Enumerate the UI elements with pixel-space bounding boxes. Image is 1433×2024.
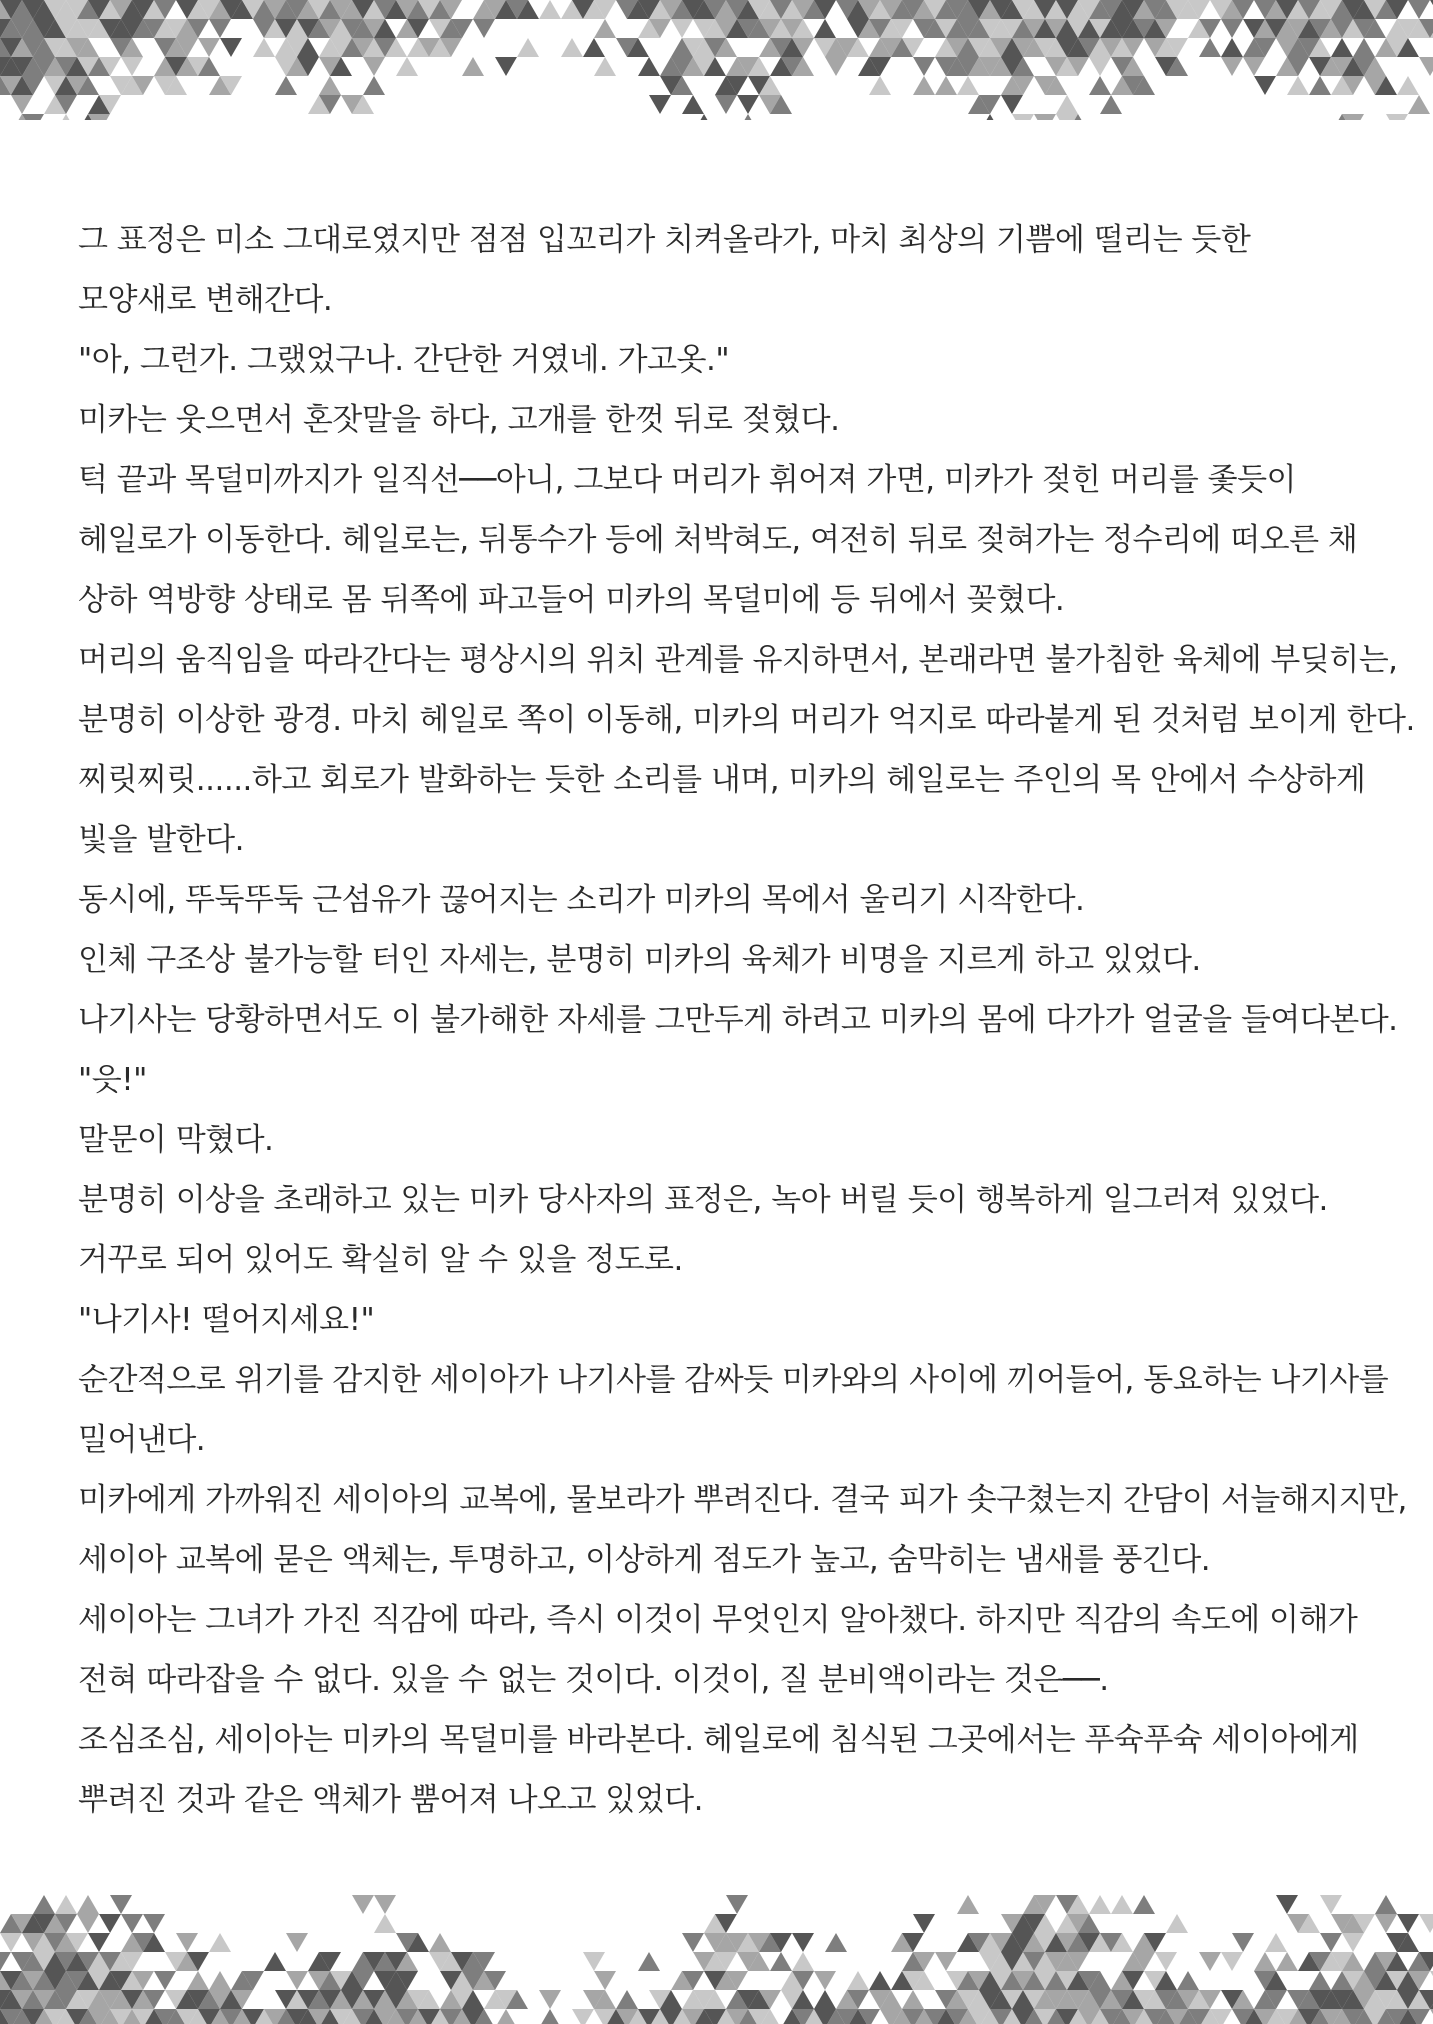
document-body	[78, 210, 1415, 1830]
text-line: 찌릿찌릿......하고 회로가 발화하는 듯한 소리를 내며, 미카의 헤일로는 주인의 목 안에서 수상하게	[78, 762, 1366, 798]
border-triangle	[22, 114, 44, 120]
text-line: 인체 구조상 불가능할 터인 자세는, 분명히 미카의 육체가 비명을 지르게 하고 있었다.	[78, 942, 1201, 978]
border-triangle	[1309, 76, 1331, 95]
border-triangle	[935, 1952, 957, 1971]
border-triangle	[110, 1895, 132, 1914]
border-triangle	[814, 1990, 836, 2009]
border-triangle	[913, 1914, 935, 1933]
border-triangle	[594, 57, 616, 76]
border-triangle	[1397, 76, 1419, 95]
border-triangle	[1419, 1914, 1433, 1933]
border-triangle	[935, 76, 957, 95]
border-triangle	[638, 1952, 660, 1971]
border-triangle	[121, 57, 143, 76]
border-triangle	[363, 76, 385, 95]
border-triangle	[616, 1990, 638, 2009]
border-triangle	[539, 2009, 561, 2024]
border-triangle	[671, 19, 693, 38]
text-line: 세이아 교복에 묻은 액체는, 투명하고, 이상하게 점도가 높고, 숨막히는 냄새를 풍긴다.	[78, 1542, 1211, 1578]
border-triangle	[1232, 1933, 1254, 1952]
text-line: 전혀 따라잡을 수 없다. 있을 수 없는 것이다. 이것이, 질 분비액이라는 것은──.	[78, 1662, 1109, 1698]
border-triangle	[0, 1952, 11, 1971]
text-line: 나기사는 당황하면서도 이 불가해한 자세를 그만두게 하려고 미카의 몸에 다가가 얼굴을 들여다본다.	[78, 1002, 1398, 1038]
border-triangle	[1287, 76, 1309, 95]
border-triangle	[1199, 1952, 1221, 1971]
border-triangle	[1012, 114, 1034, 120]
border-triangle	[583, 1952, 605, 1971]
border-triangle	[495, 57, 517, 76]
border-triangle	[1309, 1971, 1331, 1990]
border-triangle	[374, 1895, 396, 1914]
text-line: 세이아는 그녀가 가진 직감에 따라, 즉시 이것이 무엇인지 알아챘다. 하지만 직감의 속도에 이해가	[78, 1602, 1358, 1638]
text-line: 분명히 이상을 초래하고 있는 미카 당사자의 표정은, 녹아 버릴 듯이 행복하게 일그러져 있었다.	[78, 1182, 1328, 1218]
border-triangle	[814, 19, 836, 38]
border-triangle	[770, 1952, 792, 1971]
border-triangle	[1397, 1914, 1419, 1933]
border-triangle	[1419, 57, 1433, 76]
text-line: 뿌려진 것과 같은 액체가 뿜어져 나오고 있었다.	[78, 1782, 703, 1818]
border-triangle	[0, 1933, 22, 1952]
border-triangle	[1265, 1933, 1287, 1952]
border-triangle	[1056, 114, 1078, 120]
text-line: 거꾸로 되어 있어도 확실히 알 수 있을 정도로.	[78, 1242, 683, 1278]
border-triangle	[1254, 1952, 1276, 1971]
border-triangle	[121, 1914, 143, 1933]
border-triangle	[649, 95, 671, 114]
border-triangle	[99, 1914, 121, 1933]
border-triangle	[176, 1933, 198, 1952]
border-triangle	[715, 95, 737, 114]
border-triangle	[1177, 1971, 1199, 1990]
border-triangle	[77, 1914, 99, 1933]
border-triangle	[55, 114, 77, 120]
border-triangle	[1342, 1933, 1364, 1952]
border-triangle	[682, 95, 704, 114]
text-line: "아, 그런가. 그랬었구나. 간단한 거였네. 가고옷."	[78, 342, 730, 378]
border-triangle	[154, 1971, 176, 1990]
border-triangle	[1166, 1914, 1188, 1933]
border-triangle	[275, 76, 297, 95]
text-line: 밀어낸다.	[78, 1422, 206, 1458]
border-triangle	[77, 1895, 99, 1914]
border-triangle	[1199, 38, 1221, 57]
border-triangle	[913, 57, 935, 76]
border-triangle	[825, 57, 847, 76]
border-triangle	[638, 57, 660, 76]
border-triangle	[792, 1933, 814, 1952]
border-triangle	[957, 1895, 979, 1914]
border-triangle	[517, 38, 539, 57]
text-line: 순간적으로 위기를 감지한 세이아가 나기사를 감싸듯 미카와의 사이에 끼어들어, 동요하는 나기사를	[78, 1362, 1389, 1398]
border-triangle	[1034, 114, 1056, 120]
border-triangle	[319, 76, 341, 95]
text-line: 모양새로 변해간다.	[78, 282, 333, 318]
border-triangle	[33, 1895, 55, 1914]
border-triangle	[693, 114, 715, 120]
border-triangle	[539, 1990, 561, 2009]
border-triangle	[1111, 1895, 1133, 1914]
text-line: 동시에, 뚜둑뚜둑 근섬유가 끊어지는 소리가 미카의 목에서 울리기 시작한다.	[78, 882, 1085, 918]
border-triangle	[957, 76, 979, 95]
border-triangle	[1221, 38, 1243, 57]
border-triangle	[869, 76, 891, 95]
border-triangle	[1221, 57, 1243, 76]
text-line: 턱 끝과 목덜미까지가 일직선──아니, 그보다 머리가 휘어져 가면, 미카가 젖힌 머리를 좇듯이	[78, 462, 1296, 498]
border-triangle	[209, 19, 231, 38]
border-triangle	[572, 2009, 594, 2024]
border-triangle	[429, 1933, 451, 1952]
text-line: 말문이 막혔다.	[78, 1122, 274, 1158]
border-triangle	[1089, 76, 1111, 95]
border-triangle	[1408, 0, 1430, 19]
text-line: 헤일로가 이동한다. 헤일로는, 뒤통수가 등에 처박혀도, 여전히 뒤로 젖혀가는 정수리에 떠오른 채	[78, 522, 1358, 558]
border-triangle	[1375, 1895, 1397, 1914]
border-triangle	[594, 19, 616, 38]
border-triangle	[495, 2009, 517, 2024]
text-line: 빛을 발한다.	[78, 822, 244, 858]
border-triangle	[1221, 1952, 1243, 1971]
border-triangle	[286, 1933, 308, 1952]
border-triangle	[11, 95, 33, 114]
border-triangle	[462, 57, 484, 76]
border-triangle	[737, 95, 759, 114]
border-triangle	[143, 1914, 165, 1933]
border-triangle	[1342, 114, 1364, 120]
border-triangle	[869, 1971, 891, 1990]
border-triangle	[594, 1971, 616, 1990]
border-triangle	[913, 76, 935, 95]
border-triangle	[814, 1971, 836, 1990]
border-triangle	[88, 1933, 110, 1952]
bottom-triangle-border	[0, 1895, 1433, 2024]
border-triangle	[1089, 1895, 1111, 1914]
border-triangle	[1276, 1895, 1298, 1914]
border-triangle	[583, 38, 605, 57]
border-triangle	[1320, 1895, 1342, 1914]
text-line: 머리의 움직임을 따라간다는 평상시의 위치 관계를 유지하면서, 본래라면 불가침한 육체에 부딪히는,	[78, 642, 1398, 678]
top-triangle-border	[0, 0, 1433, 120]
text-line: 조심조심, 세이아는 미카의 목덜미를 바라본다. 헤일로에 침식된 그곳에서는 푸슉푸슉 세이아에게	[78, 1722, 1359, 1758]
border-triangle	[220, 38, 242, 57]
border-triangle	[352, 1895, 374, 1914]
border-triangle	[979, 114, 1001, 120]
border-triangle	[825, 1933, 847, 1952]
border-triangle	[1353, 38, 1375, 57]
border-triangle	[1056, 95, 1078, 114]
border-triangle	[209, 1971, 231, 1990]
text-line: 미카는 웃으면서 혼잣말을 하다, 고개를 한껏 뒤로 젖혔다.	[78, 402, 840, 438]
border-triangle	[1243, 57, 1265, 76]
border-triangle	[253, 38, 275, 57]
text-line: 상하 역방향 상태로 몸 뒤쪽에 파고들어 미카의 목덜미에 등 뒤에서 꽂혔다.	[78, 582, 1065, 618]
border-triangle	[902, 1990, 924, 2009]
border-triangle	[1155, 1952, 1177, 1971]
border-triangle	[88, 114, 110, 120]
border-triangle	[1100, 95, 1122, 114]
border-triangle	[726, 1895, 748, 1914]
border-triangle	[1001, 95, 1023, 114]
border-triangle	[1408, 95, 1430, 114]
border-triangle	[264, 1952, 286, 1971]
border-triangle	[737, 114, 759, 120]
border-triangle	[55, 1895, 77, 1914]
border-triangle	[561, 38, 583, 57]
border-triangle	[1386, 114, 1408, 120]
border-triangle	[682, 1933, 704, 1952]
text-line: 미카에게 가까워진 세이아의 교복에, 물보라가 뿌려진다. 결국 피가 솟구쳤는지 간담이 서늘해지지만,	[78, 1482, 1407, 1518]
border-triangle	[396, 57, 418, 76]
text-line: "나기사! 떨어지세요!"	[78, 1302, 375, 1338]
border-triangle	[363, 57, 385, 76]
border-triangle	[198, 38, 220, 57]
border-triangle	[847, 1971, 869, 1990]
text-line: 분명히 이상한 광경. 마치 헤일로 쪽이 이동해, 미카의 머리가 억지로 따라붙게 된 것처럼 보이게 한다.	[78, 702, 1415, 738]
text-line: 그 표정은 미소 그대로였지만 점점 입꼬리가 치켜올라가, 마치 최상의 기쁨에 떨리는 듯한	[78, 222, 1251, 258]
border-triangle	[1221, 19, 1243, 38]
border-triangle	[539, 0, 561, 19]
border-triangle	[187, 1971, 209, 1990]
border-triangle	[209, 1933, 231, 1952]
border-triangle	[1375, 1914, 1397, 1933]
border-triangle	[1331, 38, 1353, 57]
border-triangle	[374, 1914, 396, 1933]
border-triangle	[1320, 1933, 1342, 1952]
border-triangle	[1276, 1952, 1298, 1971]
border-triangle	[1133, 1895, 1155, 1914]
border-triangle	[286, 1971, 308, 1990]
border-triangle	[1089, 57, 1111, 76]
text-line: "읏!"	[78, 1062, 147, 1098]
border-triangle	[473, 19, 495, 38]
border-triangle	[792, 1952, 814, 1971]
border-triangle	[1254, 76, 1276, 95]
